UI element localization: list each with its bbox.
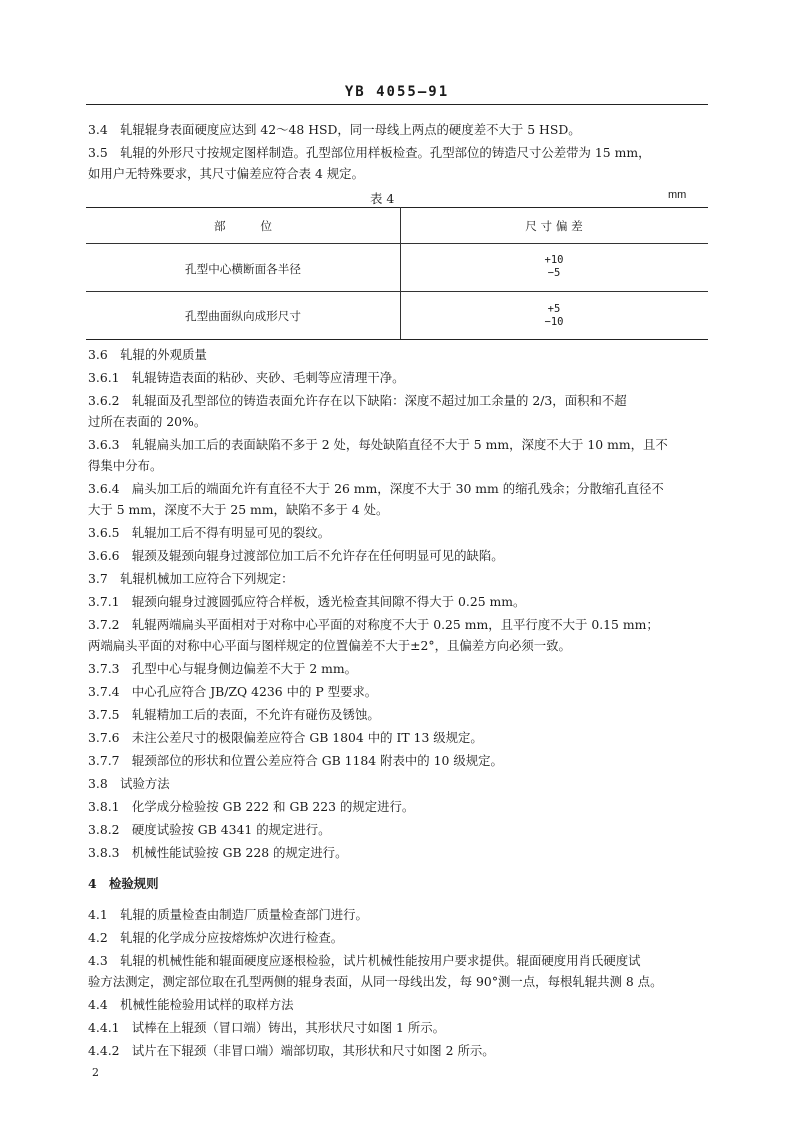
- clause-3-7-3: 3.7.3 孔型中心与辊身侧边偏差不大于 2 mm。: [88, 661, 358, 676]
- clause-3-8-2: 3.8.2 硬度试验按 GB 4341 的规定进行。: [88, 822, 331, 837]
- clause-4-4: 4.4 机械性能检验用试样的取样方法: [88, 997, 294, 1012]
- standard-code-header: YB 4055—91: [344, 84, 450, 100]
- clause-3-6-3: 3.6.3 轧辊扁头加工后的表面缺陷不多于 2 处，每处缺陷直径不大于 5 mm，深度不大于 10 mm，且不: [88, 437, 668, 452]
- clause-3-6-2: 3.6.2 轧辊面及孔型部位的铸造表面允许存在以下缺陷：深度不超过加工余量的 2/3，面积和不超: [88, 393, 627, 408]
- page-number: 2: [92, 1066, 99, 1079]
- row1-upper: +10: [544, 254, 564, 266]
- header-position: 部 位: [214, 219, 272, 233]
- clause-3-7-1: 3.7.1 辊颈向辊身过渡圆弧应符合样板，透光检查其间隙不得大于 0.25 mm。: [88, 594, 526, 609]
- clause-3-7-2: 3.7.2 轧辊两端扁头平面相对于对称中心平面的对称度不大于 0.25 mm，且平行度不大于 0.15 mm；: [88, 617, 659, 632]
- row2-upper: +5: [547, 303, 561, 315]
- section-4-title: 4 检验规则: [88, 876, 159, 891]
- clause-3-6-3-cont: 得集中分布。: [88, 458, 163, 473]
- clause-3-5-cont: 如用户无特殊要求，其尺寸偏差应符合表 4 规定。: [88, 166, 364, 181]
- clause-3-8: 3.8 试验方法: [88, 776, 170, 791]
- clause-3-7-6: 3.7.6 未注公差尺寸的极限偏差应符合 GB 1804 中的 IT 13 级规定。: [88, 730, 483, 745]
- clause-3-7-2-cont: 两端扁头平面的对称中心平面与图样规定的位置偏差不大于±2°，且偏差方向必须一致。: [88, 638, 571, 653]
- clause-4-4-1: 4.4.1 试棒在上辊颈（冒口端）铸出，其形状尺寸如图 1 所示。: [88, 1020, 446, 1035]
- clause-3-6-1: 3.6.1 轧辊铸造表面的粘砂、夹砂、毛刺等应清理干净。: [88, 370, 405, 385]
- row2-lower: −10: [544, 316, 564, 328]
- clause-4-4-2: 4.4.2 试片在下辊颈（非冒口端）端部切取，其形状和尺寸如图 2 所示。: [88, 1043, 495, 1058]
- table-unit: mm: [668, 189, 687, 201]
- clause-4-3: 4.3 轧辊的机械性能和辊面硬度应逐根检验，试片机械性能按用户要求提供。辊面硬度用肖氏硬度试: [88, 953, 641, 968]
- clause-3-7-7: 3.7.7 辊颈部位的形状和位置公差应符合 GB 1184 附表中的 10 级规定。: [88, 753, 503, 768]
- clause-4-2: 4.2 轧辊的化学成分应按熔炼炉次进行检查。: [88, 930, 344, 945]
- clause-3-7: 3.7 轧辊机械加工应符合下列规定：: [88, 571, 294, 586]
- clause-3-6-5: 3.6.5 轧辊加工后不得有明显可见的裂纹。: [88, 525, 331, 540]
- clause-3-7-5: 3.7.5 轧辊精加工后的表面，不允许有碰伤及锈蚀。: [88, 707, 380, 722]
- row2-position: 孔型曲面纵向成形尺寸: [185, 309, 301, 323]
- clause-3-8-3: 3.8.3 机械性能试验按 GB 228 的规定进行。: [88, 845, 348, 860]
- table-caption: 表 4: [370, 191, 395, 206]
- table-header-rule: [86, 243, 708, 244]
- table-bottom-rule: [86, 339, 708, 340]
- row1-position: 孔型中心横断面各半径: [185, 262, 301, 276]
- clause-3-5: 3.5 轧辊的外形尺寸按规定图样制造。孔型部位用样板检查。孔型部位的铸造尺寸公差带为 15 mm，: [88, 145, 651, 160]
- clause-3-6-6: 3.6.6 辊颈及辊颈向辊身过渡部位加工后不允许存在任何明显可见的缺陷。: [88, 548, 504, 563]
- header-deviation: 尺 寸 偏 差: [525, 219, 583, 233]
- clause-4-1: 4.1 轧辊的质量检查由制造厂质量检查部门进行。: [88, 907, 368, 922]
- clause-3-6-4: 3.6.4 扁头加工后的端面允许有直径不大于 26 mm，深度不大于 30 mm 的缩孔残余；分散缩孔直径不: [88, 481, 664, 496]
- clause-3-7-4: 3.7.4 中心孔应符合 JB/ZQ 4236 中的 P 型要求。: [88, 684, 378, 699]
- clause-3-6: 3.6 轧辊的外观质量: [88, 347, 207, 362]
- table-row-rule: [86, 291, 708, 292]
- header-rule: [86, 104, 708, 105]
- clause-4-3-cont: 验方法测定，测定部位取在孔型两侧的辊身表面，从同一母线出发，每 90°测一点，每根轧辊共测 8 点。: [88, 974, 663, 989]
- table-top-rule: [86, 207, 708, 208]
- clause-3-8-1: 3.8.1 化学成分检验按 GB 222 和 GB 223 的规定进行。: [88, 799, 415, 814]
- row1-lower: −5: [547, 267, 561, 279]
- clause-3-6-2-cont: 过所在表面的 20%。: [88, 414, 207, 429]
- clause-3-4: 3.4 轧辊辊身表面硬度应达到 42～48 HSD，同一母线上两点的硬度差不大于 5 HSD。: [88, 122, 581, 137]
- clause-3-6-4-cont: 大于 5 mm，深度不大于 25 mm，缺陷不多于 4 处。: [88, 502, 389, 517]
